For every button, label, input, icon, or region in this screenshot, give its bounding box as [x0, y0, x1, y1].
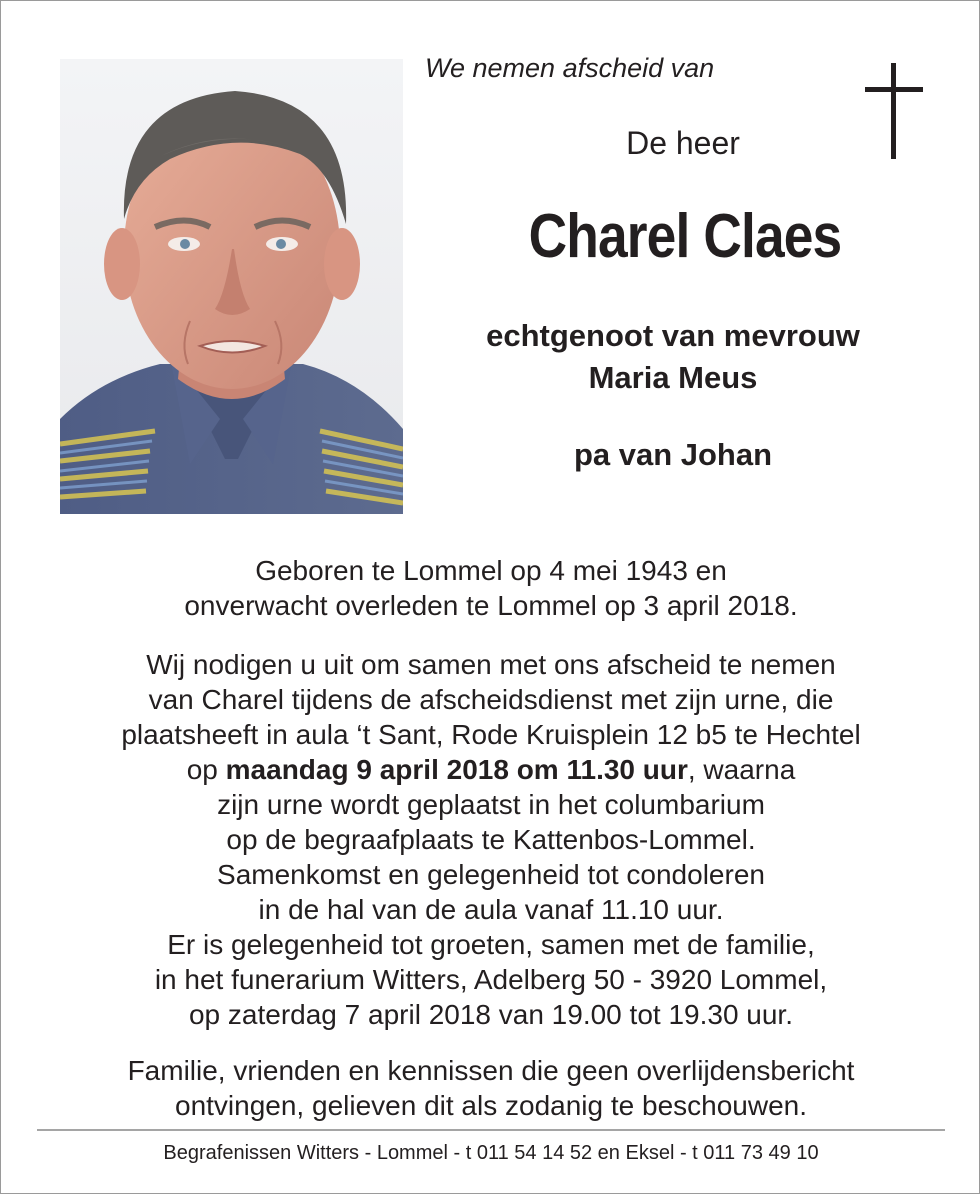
birth-death-paragraph [41, 553, 941, 623]
service-line: op de begraafplaats te Kattenbos-Lommel. [226, 824, 756, 855]
spouse-line-1: echtgenoot van mevrouw [486, 318, 860, 353]
spouse-line-2: Maria Meus [588, 360, 758, 395]
service-paragraph [41, 647, 941, 1032]
service-date-line [41, 752, 941, 787]
service-line: Samenkomst en gelegenheid tot condoleren [217, 859, 765, 890]
deceased-name: Charel Claes [528, 202, 842, 271]
birth-line: Geboren te Lommel op 4 mei 1943 en [255, 555, 727, 586]
child-relation: pa van Johan [573, 437, 773, 472]
service-line: plaatsheeft in aula ‘t Sant, Rode Kruisplein 12 b5 te Hechtel [121, 719, 861, 750]
spouse-relation [423, 315, 923, 399]
salutation: De heer [626, 125, 740, 161]
service-line: van Charel tijdens de afscheidsdienst met zijn urne, die [148, 684, 834, 715]
funeral-home-footer: Begrafenissen Witters - Lommel - t 011 54 14 52 en Eksel - t 011 73 49 10 [163, 1142, 819, 1164]
service-date: maandag 9 april 2018 om 11.30 uur [225, 754, 688, 785]
portrait-icon [60, 59, 403, 514]
service-date-suffix: , waarna [687, 754, 796, 785]
service-line: Er is gelegenheid tot groeten, samen met de familie, [167, 929, 815, 960]
footer-divider [37, 1129, 945, 1131]
closing-line: Familie, vrienden en kennissen die geen overlijdensbericht [127, 1055, 855, 1086]
death-line: onverwacht overleden te Lommel op 3 april 2018. [184, 590, 798, 621]
service-line: in het funerarium Witters, Adelberg 50 - 3920 Lommel, [154, 964, 828, 995]
service-line: op zaterdag 7 april 2018 van 19.00 tot 19.30 uur. [188, 999, 793, 1030]
closing-line: ontvingen, gelieven dit als zodanig te beschouwen. [175, 1090, 807, 1121]
service-line: in de hal van de aula vanaf 11.10 uur. [258, 894, 724, 925]
service-line: Wij nodigen u uit om samen met ons afscheid te nemen [146, 649, 836, 680]
service-date-prefix: op [186, 754, 226, 785]
intro-text: We nemen afscheid van [425, 53, 715, 83]
service-line: zijn urne wordt geplaatst in het columbarium [217, 789, 765, 820]
closing-paragraph [41, 1053, 941, 1123]
portrait-photo [60, 59, 403, 514]
